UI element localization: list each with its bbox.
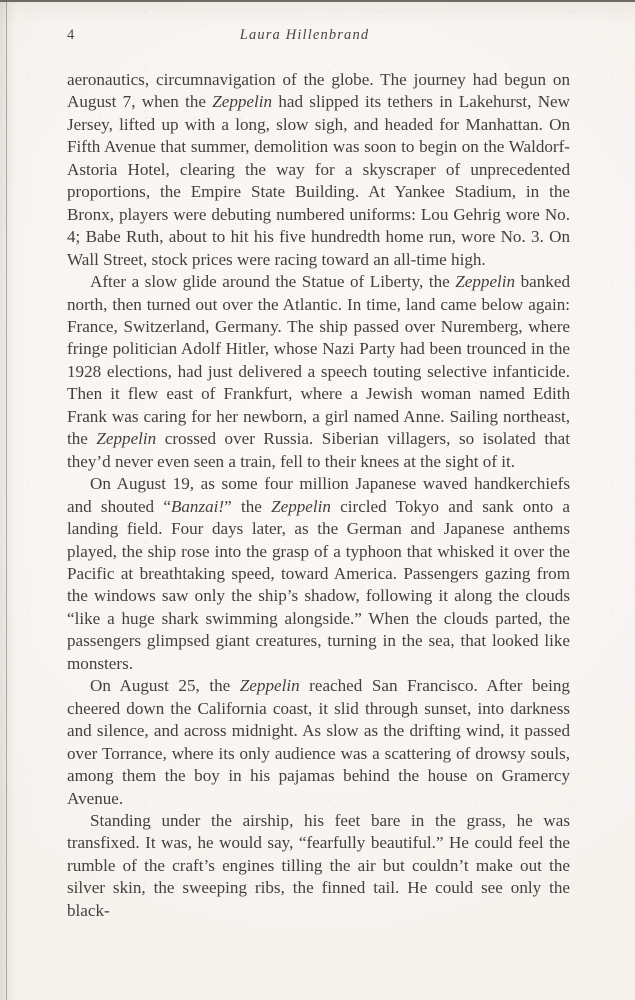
italic-run: Zeppelin (271, 496, 331, 516)
italic-run: Zeppelin (455, 272, 516, 292)
scan-edge-left (6, 2, 7, 1000)
text-block (67, 0, 570, 922)
page-number: 4 (67, 27, 75, 43)
paragraph: aeronautics, circumnavigation of the globe. The journey had begun on August 7, when the Zeppelin had slipped its tethers in Lakehurst, New Jersey, lifted up with a long, slow sigh, and headed for Manhattan. On Fifth Avenue that summer, demolition was soon to begin on the Waldorf-Astoria Hotel, clearing the way for a skyscraper of unprecedented proportions, the Empire State Building. At Yankee Stadium, in the Bronx, players were debuting numbered uniforms: Lou Gehrig wore No. 4; Babe Ruth, about to hit his five hundredth home run, wore No. 3. On Wall Street, stock prices were racing toward an all-time high. (67, 70, 570, 269)
paragraph: On August 25, the Zeppelin reached San Francisco. After being cheered down the California coast, it slid through sunset, into darkness and silence, and across midnight. As slow as the drifting wind, it passed over Torrance, where its only audience was a scattering of drowsy souls, among them the boy in his pajamas behind the house on Gramercy Avenue. (67, 676, 570, 808)
paragraph: Standing under the airship, his feet bare in the grass, he was transfixed. It was, he would say, “fearfully beautiful.” He could feel the rumble of the craft’s engines tilling the air but couldn’t make out the silver skin, the sweeping ribs, the finned tail. He could see only the black- (67, 810, 570, 920)
body-text (67, 69, 570, 922)
italic-run: Banzai! (170, 496, 225, 516)
paragraph: On August 19, as some four million Japanese waved handkerchiefs and shouted “Banzai!” the Zeppelin circled Tokyo and sank onto a landing field. Four days later, as the German and Japanese anthems played, the ship rose into the grasp of a typhoon that whisked it over the Pacific at breathtaking speed, toward America. Passengers gazing from the windows saw only the ship’s shadow, following it along the clouds “like a huge shark swimming alongside.” When the clouds parted, the passengers glimpsed giant creatures, turning in the sea, that looked like monsters. (67, 474, 570, 673)
italic-run: Zeppelin (212, 92, 273, 112)
italic-run: Zeppelin (96, 429, 157, 449)
paragraph: After a slow glide around the Statue of Liberty, the Zeppelin banked north, then turned out over the Atlantic. In time, land came below again: France, Switzerland, Germany. The ship passed over Nuremberg, where fringe politician Adolf Hitler, whose Nazi Party had been trounced in the 1928 elections, had just delivered a speech touting selective infanticide. Then it flew east of Frankfurt, where a Jewish woman named Edith Frank was caring for her newborn, a girl named Anne. Sailing northeast, the Zeppelin crossed over Russia. Siberian villagers, so isolated that they’d never even seen a train, fell to their knees at the sight of it. (67, 272, 570, 471)
author-running-head: Laura Hillenbrand (239, 27, 370, 43)
italic-run: Zeppelin (239, 676, 300, 696)
running-head (67, 27, 570, 57)
